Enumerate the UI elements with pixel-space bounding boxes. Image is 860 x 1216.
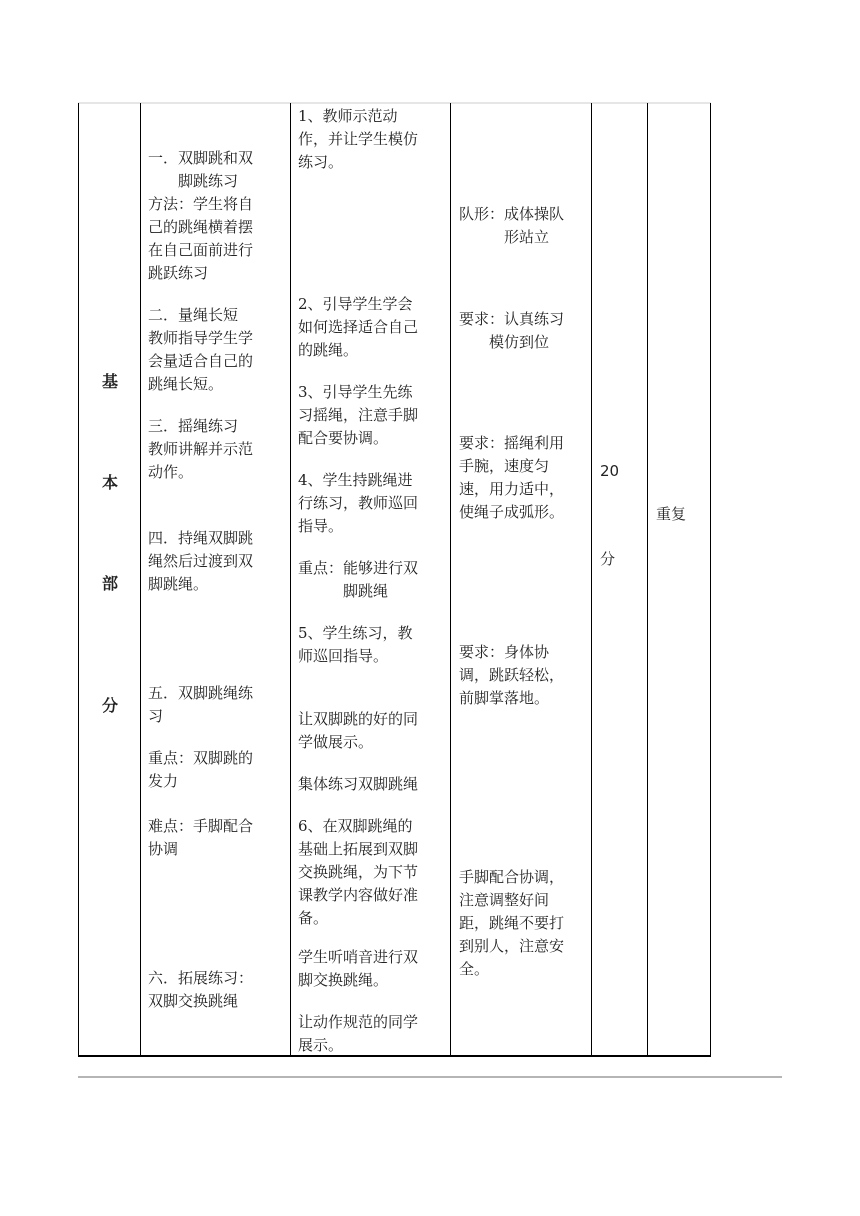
method-line: 行练习，教师巡回 [298,494,419,512]
method-line: 学生听哨音进行双 [298,948,419,966]
content-line: 跳跃练习 [148,264,209,282]
section-char: 本 [101,473,118,492]
content-line: 动作。 [148,463,194,481]
method-line: 配合要协调。 [298,429,389,447]
content-line: 绳然后过渡到双 [148,552,254,570]
method-line: 如何选择适合自己 [298,318,419,336]
content-line: 教师指导学生学 [148,329,254,347]
time-unit: 分 [600,550,616,568]
method-line: 让双脚跳的好的同 [298,710,419,728]
section-char: 分 [101,696,118,715]
table-divider-4 [591,103,592,1056]
org-line: 到别人，注意安 [459,937,565,955]
content-line: 难点：手脚配合 [148,817,254,835]
content-line: 在自己面前进行 [148,241,254,259]
content-line: 教师讲解并示范 [148,440,254,458]
method-line: 练习。 [298,153,344,171]
method-line: 让动作规范的同学 [298,1013,419,1031]
method-line: 指导。 [298,517,344,535]
method-line: 3、引导学生先练 [298,383,413,401]
table-border-bottom [78,1055,711,1057]
content-line: 会量适合自己的 [148,352,254,370]
method-line: 脚跳绳 [298,582,389,600]
content-line: 协调 [148,840,179,858]
method-line: 展示。 [298,1036,344,1054]
method-line: 的跳绳。 [298,341,359,359]
method-line: 学做展示。 [298,733,374,751]
method-line: 脚交换跳绳。 [298,971,389,989]
content-line: 四．持绳双脚跳 [148,529,254,547]
method-line: 备。 [298,909,329,927]
org-line: 要求：摇绳利用 [459,434,565,452]
org-line: 形站立 [459,228,550,246]
content-line: 脚跳练习 [148,172,239,190]
org-line: 全。 [459,960,490,978]
table-border-left [78,103,79,1056]
table-divider-3 [450,103,451,1056]
org-line: 要求：身体协 [459,643,550,661]
method-line: 2、引导学生学会 [298,295,413,313]
method-line: 交换跳绳，为下节 [298,863,419,881]
time-value: 20 [600,462,620,480]
org-line: 使绳子成弧形。 [459,503,565,521]
org-line: 队形：成体操队 [459,205,565,223]
table-divider-2 [290,103,291,1056]
content-line: 六．拓展练习： [148,969,254,987]
content-line: 方法：学生将自 [148,195,254,213]
method-line: 1、教师示范动 [298,107,398,125]
method-line: 4、学生持跳绳进 [298,471,413,489]
content-line: 重点：双脚跳的 [148,749,254,767]
method-line: 重点：能够进行双 [298,559,419,577]
org-line: 手脚配合协调， [459,868,565,886]
count-value: 重复 [656,505,687,523]
section-char: 基 [101,372,118,391]
method-line: 基础上拓展到双脚 [298,840,419,858]
org-line: 前脚掌落地。 [459,689,550,707]
content-line: 双脚交换跳绳 [148,992,239,1010]
method-line: 习摇绳，注意手脚 [298,406,419,424]
org-line: 距，跳绳不要打 [459,914,565,932]
method-line: 集体练习双脚跳绳 [298,775,419,793]
org-line: 调，跳跃轻松， [459,666,565,684]
content-line: 一．双脚跳和双 [148,149,254,167]
method-line: 5、学生练习，教 [298,624,413,642]
content-line: 二．量绳长短 [148,306,239,324]
content-line: 发力 [148,772,179,790]
org-line: 要求：认真练习 [459,310,565,328]
method-line: 作，并让学生模仿 [298,130,419,148]
content-line: 三．摇绳练习 [148,417,239,435]
table-divider-5 [647,103,648,1056]
table-divider-1 [140,103,141,1056]
method-line: 师巡回指导。 [298,647,389,665]
org-line: 手腕，速度匀 [459,457,550,475]
table-border-right [710,103,711,1056]
org-line: 模仿到位 [459,333,550,351]
org-line: 速，用力适中， [459,480,565,498]
content-line: 跳绳长短。 [148,375,224,393]
method-line: 课教学内容做好准 [298,886,419,904]
method-line: 6、在双脚跳绳的 [298,817,413,835]
content-line: 习 [148,707,164,725]
table-top-edge [78,102,711,104]
section-char: 部 [101,574,118,593]
content-line: 己的跳绳横着摆 [148,218,254,236]
org-line: 注意调整好间 [459,891,550,909]
page-bottom-rule [78,1076,782,1078]
content-line: 脚跳绳。 [148,575,209,593]
content-line: 五．双脚跳绳练 [148,684,254,702]
